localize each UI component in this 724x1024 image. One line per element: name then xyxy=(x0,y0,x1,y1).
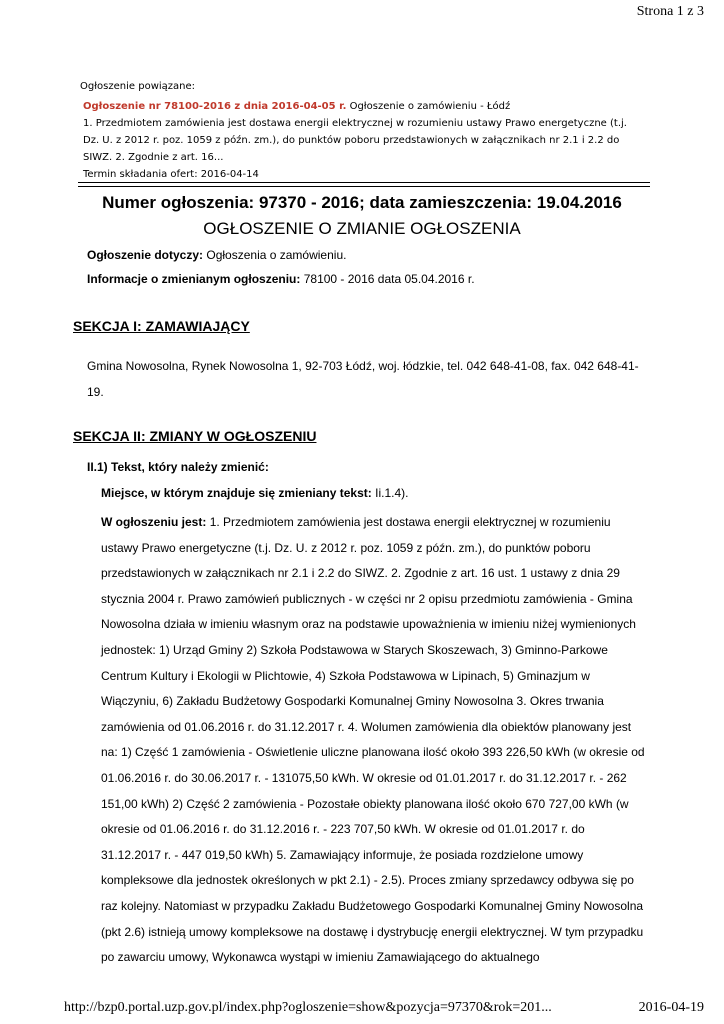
notice-concerns xyxy=(87,248,346,262)
changed-notice-info xyxy=(87,272,475,286)
page-number: Strona 1 z 3 xyxy=(636,4,704,19)
related-notice-excerpt: 1. Przedmiotem zamówienia jest dostawa energii elektrycznej w rozumieniu ustawy Prawo energetyczne (t.j. Dz. U. z 2012 r. poz. 1059 z późn. zm.), do punktów poboru przedstawionych w załącznikach nr 2.1 i 2.2 do SIWZ. 2. Zgodnie z art. 16... xyxy=(83,118,627,163)
related-notice-heading xyxy=(83,98,640,115)
related-notice-link[interactable]: Ogłoszenie nr 78100-2016 z dnia 2016-04-05 r. xyxy=(83,101,347,112)
related-notice-type: Ogłoszenie o zamówieniu - Łódź xyxy=(349,101,511,112)
related-notice-box xyxy=(80,98,640,183)
footer-date: 2016-04-19 xyxy=(638,1000,704,1015)
current-text-label: W ogłoszeniu jest: xyxy=(101,515,207,529)
changed-notice-label: Informacje o zmienianym ogłoszeniu: xyxy=(87,272,301,286)
contracting-authority-address: Gmina Nowosolna, Rynek Nowosolna 1, 92-703 Łódź, woj. łódzkie, tel. 042 648-41-08, fax. 042 648-41-19. xyxy=(87,359,639,399)
change-location xyxy=(101,486,408,500)
notice-number-title: Numer ogłoszenia: 97370 - 2016; data zamieszczenia: 19.04.2016 xyxy=(102,193,622,212)
divider xyxy=(78,182,650,187)
changed-notice-value: 78100 - 2016 data 05.04.2016 r. xyxy=(303,272,475,286)
change-location-label: Miejsce, w którym znajduje się zmieniany tekst: xyxy=(101,486,372,500)
section-2-heading: SEKCJA II: ZMIANY W OGŁOSZENIU xyxy=(73,428,317,444)
related-notice-label: Ogłoszenie powiązane: xyxy=(80,81,196,92)
change-item-heading: II.1) Tekst, który należy zmienić: xyxy=(87,460,269,474)
section-1-heading: SEKCJA I: ZAMAWIAJĄCY xyxy=(73,318,250,334)
notice-concerns-label: Ogłoszenie dotyczy: xyxy=(87,248,204,262)
current-text xyxy=(101,510,646,971)
related-notice-block xyxy=(80,78,640,183)
notice-subtitle: OGŁOSZENIE O ZMIANIE OGŁOSZENIA xyxy=(203,219,521,238)
current-text-value: 1. Przedmiotem zamówienia jest dostawa energii elektrycznej w rozumieniu ustawy Prawo energetyczne (t.j. Dz. U. z 2012 r. poz. 1059 z późn. zm.), do punktów poboru przedstawionych w załącznikach nr 2.1 i 2.2 do SIWZ. 2. Zgodnie z art. 16 ust. 1 ustawy z dnia 29 stycznia 2004 r. Prawo zamówień publicznych - w części nr 2 opisu przedmiotu zamówienia - Gmina Nowosolna działa w imieniu własnym oraz na podstawie upoważnienia w imieniu niżej wymienionych jednostek: 1) Urząd Gminy 2) Szkoła Podstawowa w Starych Skoszewach, 3) Gminno-Parkowe Centrum Kultury i Ekologii w Plichtowie, 4) Szkoła Podstawowa w Lipinach, 5) Gminazjum w Wiączyniu, 6) Zakładu Budżetowy Gospodarki Komunalnej Gminy Nowosolna 3. Okres trwania zamówienia od 01.06.2016 r. do 31.12.2017 r. 4. Wolumen zamówienia dla obiektów planowany jest na: 1) Część 1 zamówienia - Oświetlenie uliczne planowana ilość około 393 226,50 kWh (w okresie od 01.06.2016 r. do 30.06.2017 r. - 131075,50 kWh. W okresie od 01.01.2017 r. do 31.12.2017 r. - 262 151,00 kWh) 2) Część 2 zamówienia - Pozostałe obiekty planowana ilość około 670 727,00 kWh (w okresie od 01.06.2016 r. do 31.12.2016 r. - 223 707,50 kWh. W okresie od 01.01.2017 r. do 31.12.2017 r. - 447 019,50 kWh) 5. Zamawiający informuje, że posiada rozdzielone umowy kompleksowe dla jednostek określonych w pkt 2.1) - 2.5). Proces zmiany sprzedawcy odbywa się po raz kolejny. Natomiast w przypadku Zakładu Budżetowego Gospodarki Komunalnej Gminy Nowosolna (pkt 2.6) istnieją umowy kompleksowe na dostawę i dystrybucję energii elektrycznej. W tym przypadku po zawarciu umowy, Wykonawca wystąpi w imieniu Zamawiającego do aktualnego xyxy=(101,515,645,965)
notice-concerns-value: Ogłoszenia o zamówieniu. xyxy=(206,248,347,262)
footer-url: http://bzp0.portal.uzp.gov.pl/index.php?ogloszenie=show&pozycja=97370&rok=201... xyxy=(64,1000,552,1015)
change-location-value: Ii.1.4). xyxy=(375,486,409,500)
related-notice-deadline: Termin składania ofert: 2016-04-14 xyxy=(83,169,259,180)
